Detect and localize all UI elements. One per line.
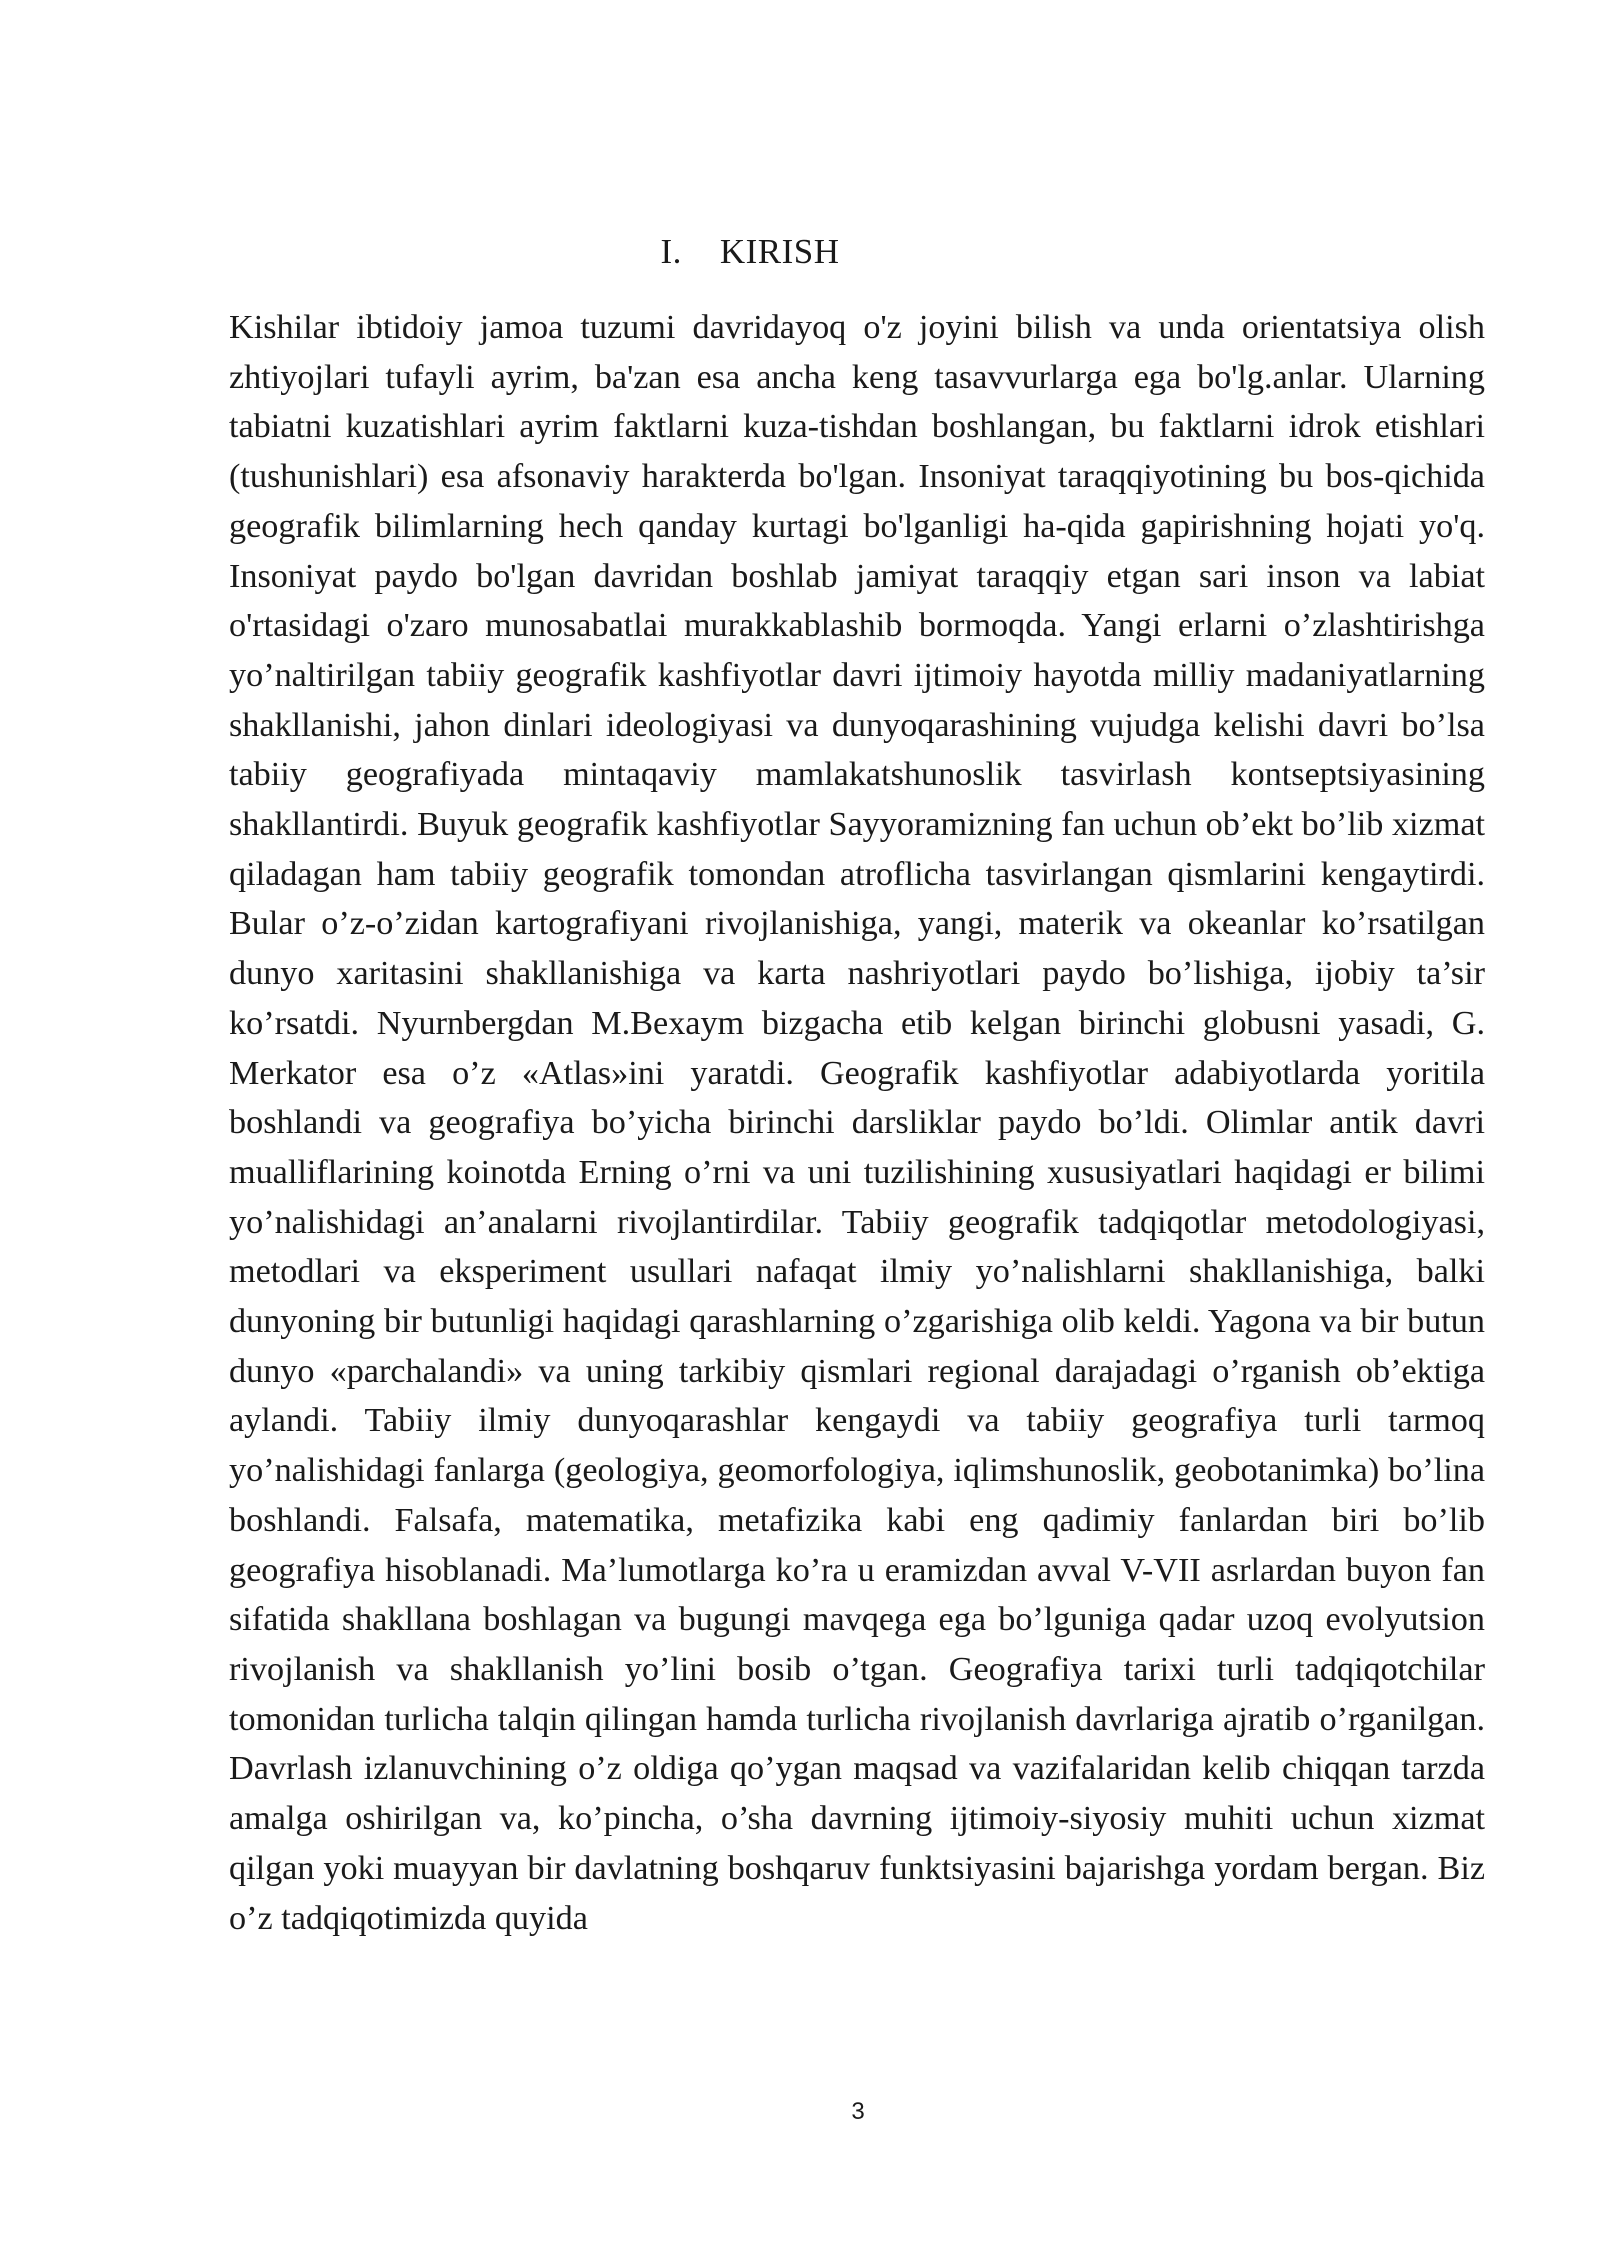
body-paragraph: Kishilar ibtidoiy jamoa tuzumi davridayoq o'z joyini bilish va unda orientatsiya olish zhtiyojlari tufayli ayrim, ba'zan esa ancha keng tasavvurlarga ega bo'lg.anlar. Ularning tabiatni kuzatishlari ayrim faktlarni kuza-tishdan boshlangan, bu faktlarni idrok etishlari (tushunishlari) esa afsonaviy harakterda bo'lgan. Insoniyat taraqqiyotining bu bos-qichida geografik bilimlarning hech qanday kurtagi bo'lganligi ha-qida gapirishning hojati yo'q. Insoniyat paydo bo'lgan davridan boshlab jamiyat taraqqiy etgan sari inson va labiat o'rtasidagi o'zaro munosabatlai murakkablashib bormoqda. Yangi erlarni o’zlashtirishga yo’naltirilgan tabiiy geografik kashfiyotlar davri ijtimoiy hayotda milliy madaniyatlarning shakllanishi, jahon dinlari ideologiyasi va dunyoqarashining vujudga kelishi davri bo’lsa tabiiy geografiyada mintaqaviy mamlakatshunoslik tasvirlash kontseptsiyasining shakllantirdi. Buyuk geografik kashfiyotlar Sayyoramizning fan uchun ob’ekt bo’lib xizmat qiladagan ham tabiiy geografik tomondan atroflicha tasvirlangan qismlarini kengaytirdi. Bular o’z-o’zidan kartografiyani rivojlanishiga, yangi, materik va okeanlar ko’rsatilgan dunyo xaritasini shakllanishiga va karta nashriyotlari paydo bo’lishiga, ijobiy ta’sir ko’rsatdi. Nyurnbergdan M.Bexaym bizgacha etib kelgan birinchi globusni yasadi, G. Merkator esa o’z «Atlas»ini yaratdi. Geografik kashfiyotlar adabiyotlarda yoritila boshlandi va geografiya bo’yicha birinchi darsliklar paydo bo’ldi. Olimlar antik davri mualliflarining koinotda Erning o’rni va uni tuzilishining xususiyatlari haqidagi er bilimi yo’nalishidagi an’analarni rivojlantirdilar. Tabiiy geografik tadqiqotlar metodologiyasi, metodlari va eksperiment usullari nafaqat ilmiy yo’nalishlarni shakllanishiga, balki dunyoning bir butunligi haqidagi qarashlarning o’zgarishiga olib keldi. Yagona va bir butun dunyo «parchalandi» va uning tarkibiy qismlari regional darajadagi o’rganish ob’ektiga aylandi. Tabiiy ilmiy dunyoqarashlar kengaydi va tabiiy geografiya turli tarmoq yo’nalishidagi fanlarga (geologiya, geomorfologiya, iqlimshunoslik, geobotanimka) bo’lina boshlandi. Falsafa, matematika, metafizika kabi eng qadimiy fanlardan biri bo’lib geografiya hisoblanadi. Ma’lumotlarga ko’ra u eramizdan avval V-VII asrlardan buyon fan sifatida shakllana boshlagan va bugungi mavqega ega bo’lguniga qadar uzoq evolyutsion rivojlanish va shakllanish yo’lini bosib o’tgan. Geografiya tarixi turli tadqiqotchilar tomonidan turlicha talqin qilingan hamda turlicha rivojlanish davrlariga ajratib o’rganilgan. Davrlash izlanuvchining o’z oldiga qo’ygan maqsad va vazifalaridan kelib chiqqan tarzda amalga oshirilgan va, ko’pincha, o’sha davrning ijtimoiy-siyosiy muhiti uchun xizmat qilgan yoki muayyan bir davlatning boshqaruv funktsiyasini bajarishga yordam bergan. Biz o’z tadqiqotimizda quyida [229,309,1485,1937]
heading-title: KIRISH [719,232,840,271]
page-number: 3 [851,2098,865,2125]
heading-number: I. [660,232,682,271]
section-heading [0,228,1500,276]
